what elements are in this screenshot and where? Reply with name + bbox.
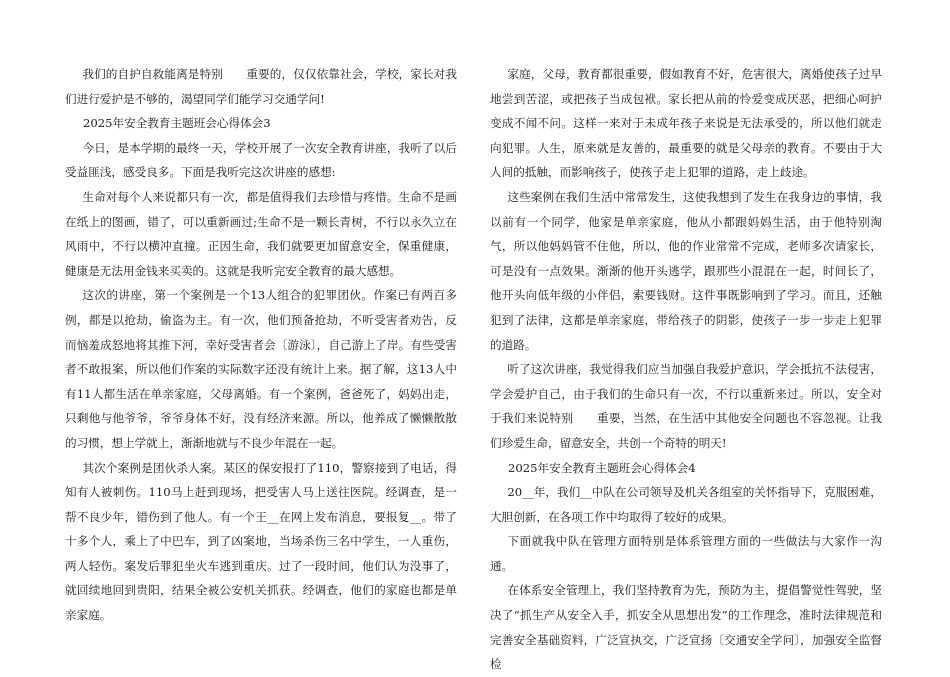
paragraph: 在体系安全管理上，我们坚持教育为先，预防为主，提倡警觉性驾驶，坚决了“抓生产从安全入手，抓安全从思想出发”的工作理念，准时法律规范和完善安全基础资料，广泛宣执交，广泛宣扬〔交通安全学问〕，加强安全监督检: [490, 583, 882, 672]
paragraph: 今日，是本学期的最终一天，学校开展了一次安全教育讲座，我听了以后受益匪浅，感受良多。下面是我听完这次讲座的感想:: [65, 140, 457, 180]
paragraph: 下面就我中队在管理方面特别是体系管理方面的一些做法与大家作一沟通。: [490, 534, 882, 573]
paragraph: 家庭，父母，教育都很重要，假如教育不好，危害很大，离婚使孩子过早地尝到苦涩，或把孩子当成包袱。家长把从前的怜爱变成厌恶，把细心呵护变成不闻不问。这样一来对于未成年孩子来说是无法承受的，所以他们就走向犯罪。人生，原来就是友善的，最重要的就是父母亲的教育。不要由于大人间的抵触，而影响孩子，使孩子走上犯罪的道路，走上歧途。: [490, 67, 882, 180]
paragraph: 生命对每个人来说都只有一次，都是值得我们去珍惜与疼惜。生命不是画在纸上的图画，错了，可以重新画过;生命不是一颗长青树，不行以永久立在风雨中，不行以横冲直撞。正因生命，我们就要更加留意安全，保重健康，健康是无法用金钱来买卖的。这就是我听完安全教育的最大感想。: [65, 189, 457, 278]
paragraph: 其次个案例是团伙杀人案。某区的保安报打了110，警察接到了电话，得知有人被刺伤。110马上赶到现场，把受害人马上送往医院。经调查，是一帮不良少年，错伤到了他人。有一个王__在网上发布消息，要报复__。带了十多个人，乘上了中巴车，到了凶案地，当场杀伤三名中学生，一人重伤，两人轻伤。案发后罪犯坐火车逃到重庆。过了一段时间，他们认为没事了，就回续地回到贵阳，结果全被公安机关抓获。经调查，他们的家庭也都是单亲家庭。: [65, 460, 457, 623]
paragraph: 这些案例在我们生活中常常发生，这使我想到了发生在我身边的事情，我以前有一个同学，他家是单亲家庭，他从小都跟妈妈生活，由于他特别淘气，所以他妈妈管不住他，所以，他的作业常常不完成，老师多次请家长，可是没有一点效果。渐渐的他开头逃学，跟那些小混混在一起，时间长了，他开头向低年级的小伴侣，索要钱财。这件事既影响到了学习。而且，还触犯到了法律，这都是单亲家庭，带给孩子的阴影，使孩子一步一步走上犯罪的道路。: [490, 189, 882, 352]
right-column: [490, 62, 882, 677]
section-heading: 2025年安全教育主题班会心得体会4: [508, 460, 696, 475]
paragraph: 这次的讲座，第一个案例是一个13人组合的犯罪团伙。作案已有两百多例，都是以抢劫，偷盗为主。有一次，他们预备抢劫，不听受害者劝告，反而恼羞成怒地将其推下河，幸好受害者会〔游泳〕，自己游上了岸。有些受害者不敢报案，所以他们作案的实际数字还没有统计上来。据了解，这13人中有11人都生活在单亲家庭，父母离婚。有一个案例，爸爸死了，妈妈出走，只剩他与他爷爷，爷爷身体不好，没有经济来源。所以，他养成了懒懒散散的习惯，想上学就上，渐渐地就与不良少年混在一起。: [65, 288, 457, 450]
paragraph: 听了这次讲座，我觉得我们应当加强自我爱护意识，学会抵抗不法侵害，学会爱护自己，由于我们的生命只有一次，不行以重新来过。所以，安全对于我们来说特别 重要，当然，在生活中其他安全问题也不容忽视。让我们珍爱生命，留意安全，共创一个奇特的明天!: [490, 362, 882, 450]
section-heading: 2025年安全教育主题班会心得体会3: [83, 116, 271, 131]
paragraph: 我们的自护自救能离是特别 重要的，仅仅依靠社会，学校，家长对我们进行爱护是不够的，渴望同学们能学习交通学问!: [65, 67, 457, 106]
left-column: [65, 62, 457, 628]
paragraph: 20__年，我们__中队在公司领导及机关各组室的关怀指导下，克服困难，大胆创新，在各项工作中均取得了较好的成果。: [490, 485, 882, 524]
